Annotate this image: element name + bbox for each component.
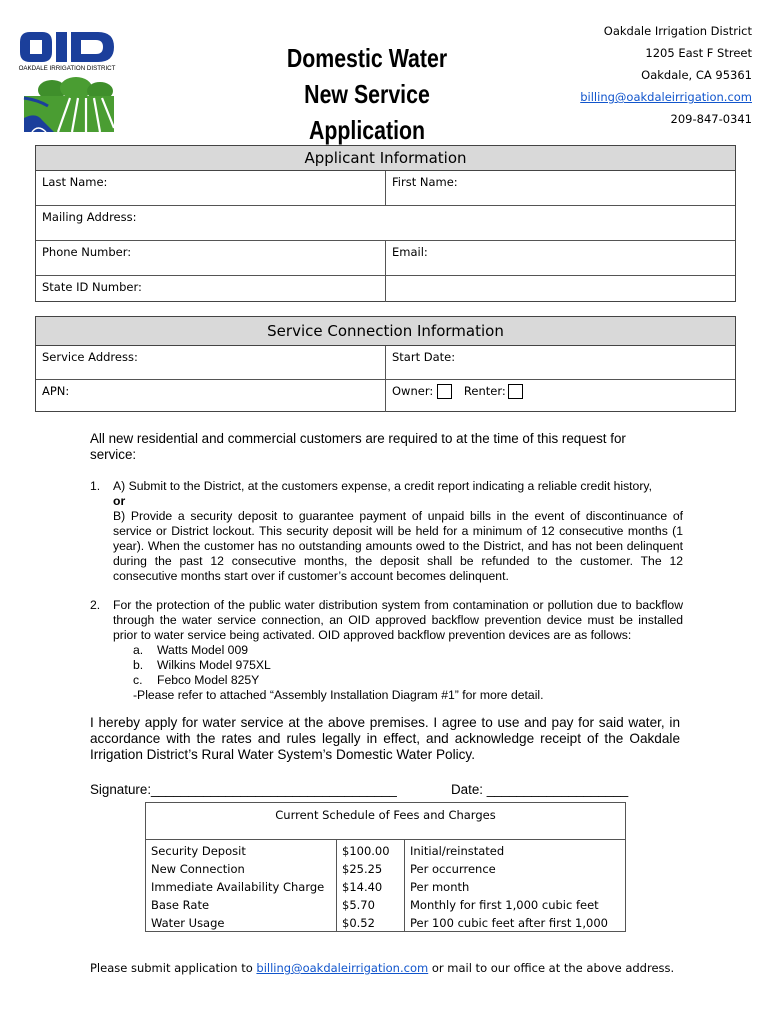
applicant-information-heading: Applicant Information <box>36 146 735 171</box>
fee-item: Immediate Availability Charge <box>146 878 337 896</box>
email-field[interactable]: Email: <box>392 245 428 259</box>
item-1-or: or <box>113 494 126 508</box>
svg-text:OAKDALE IRRIGATION DISTRICT: OAKDALE IRRIGATION DISTRICT <box>18 65 116 72</box>
submission-note <box>90 961 674 975</box>
requirements-intro: All new residential and commercial customers are required to at the time of this request for service: <box>90 431 626 462</box>
agreement-text: I hereby apply for water service at the above premises. I agree to use and pay for said water, in accordance with the rates and rules legally in effect, and acknowledge receipt of the Oakdale Irrigation District’s Rural Water System’s Domestic Water Policy. <box>90 715 680 762</box>
fee-item: New Connection <box>146 860 337 878</box>
title-line-1: Domestic Water <box>286 43 448 73</box>
fee-note: Per occurrence <box>410 862 496 876</box>
device-item <box>133 673 683 688</box>
item-2-text <box>113 598 683 703</box>
item-2-note: -Please refer to attached “Assembly Installation Diagram #1” for more detail. <box>133 688 544 702</box>
fee-row <box>146 914 625 932</box>
district-city: Oakdale, CA 95361 <box>641 68 752 82</box>
fee-note: Per month <box>410 880 470 894</box>
fee-schedule-title: Current Schedule of Fees and Charges <box>146 803 625 840</box>
device-name: Febco Model 825Y <box>157 673 260 687</box>
fee-schedule-table <box>145 802 626 932</box>
start-date-field[interactable]: Start Date: <box>392 350 456 364</box>
device-list <box>133 643 683 688</box>
date-line[interactable]: Date: ___________________ <box>451 782 629 797</box>
fee-row <box>146 896 625 914</box>
phone-number-field[interactable]: Phone Number: <box>36 241 386 275</box>
district-address <box>580 20 752 130</box>
device-item <box>133 643 683 658</box>
item-1-number: 1. <box>90 479 101 493</box>
title-line-2: New Service Application <box>304 79 430 145</box>
item-1-option-a: A) Submit to the District, at the customers expense, a credit report indicating a reliable credit history, <box>113 479 652 493</box>
fee-amount: $14.40 <box>337 878 405 896</box>
device-name: Wilkins Model 975XL <box>157 658 271 672</box>
fee-item: Security Deposit <box>146 840 337 860</box>
service-address-field[interactable]: Service Address: <box>36 346 386 379</box>
district-email-link[interactable]: billing@oakdaleirrigation.com <box>580 90 752 104</box>
apn-field[interactable]: APN: <box>36 380 386 412</box>
fee-amount: $25.25 <box>337 860 405 878</box>
state-id-blank <box>386 276 735 302</box>
mailing-address-field[interactable]: Mailing Address: <box>42 210 137 224</box>
signature-line[interactable]: Signature:_________________________________ <box>90 782 397 797</box>
submission-email-link[interactable]: billing@oakdaleirrigation.com <box>256 961 429 975</box>
district-phone: 209-847-0341 <box>670 112 752 126</box>
device-letter: b. <box>133 658 144 672</box>
fee-note: Monthly for first 1,000 cubic feet <box>410 898 599 912</box>
item-1-option-b: B) Provide a security deposit to guarantee payment of unpaid bills in the event of discontinuance of service or District lockout. This security deposit will be held for a minimum of 12 consecutive months (1 year). When the customer has no outstanding amounts owed to the District, and has not been delinquent during the past 12 consecutive months, the deposit shall be refunded to the customer. The 12 consecutive months start over if customer’s account becomes delinquent. <box>113 509 683 583</box>
service-connection-heading: Service Connection Information <box>36 317 735 346</box>
device-name: Watts Model 009 <box>157 643 248 657</box>
owner-checkbox[interactable] <box>437 384 452 399</box>
oid-logo <box>18 28 116 136</box>
item-2-body: For the protection of the public water distribution system from contamination or pollution due to backflow through the water service connection, an OID approved backflow prevention device must be installed prior to water service being activated. OID approved backflow prevention devices are as follows: <box>113 598 683 642</box>
fee-item: Water Usage <box>146 914 337 932</box>
device-letter: a. <box>133 643 144 657</box>
item-1-text <box>113 479 683 584</box>
device-letter: c. <box>133 673 143 687</box>
item-2-number: 2. <box>90 598 101 612</box>
submission-note-after: or mail to our office at the above address. <box>428 961 675 975</box>
first-name-field[interactable]: First Name: <box>392 175 458 189</box>
owner-label: Owner: <box>392 384 434 398</box>
fee-amount: $100.00 <box>337 840 405 860</box>
applicant-information-form <box>35 145 736 302</box>
device-item <box>133 658 683 673</box>
district-street: 1205 East F Street <box>645 46 752 60</box>
fee-note: Per 100 cubic feet after first 1,000 <box>410 916 608 930</box>
renter-checkbox[interactable] <box>508 384 523 399</box>
district-name: Oakdale Irrigation District <box>603 24 752 38</box>
fee-note: Initial/reinstated <box>410 844 505 858</box>
fee-row <box>146 860 625 878</box>
state-id-field[interactable]: State ID Number: <box>36 276 386 302</box>
submission-note-before: Please submit application to <box>90 961 257 975</box>
fee-row <box>146 840 625 860</box>
fee-amount: $0.52 <box>337 914 405 932</box>
renter-label: Renter: <box>463 384 506 398</box>
fee-item: Base Rate <box>146 896 337 914</box>
fee-amount: $5.70 <box>337 896 405 914</box>
document-title <box>248 40 486 148</box>
last-name-field[interactable]: Last Name: <box>36 171 386 205</box>
fee-row <box>146 878 625 896</box>
service-connection-form <box>35 316 736 412</box>
